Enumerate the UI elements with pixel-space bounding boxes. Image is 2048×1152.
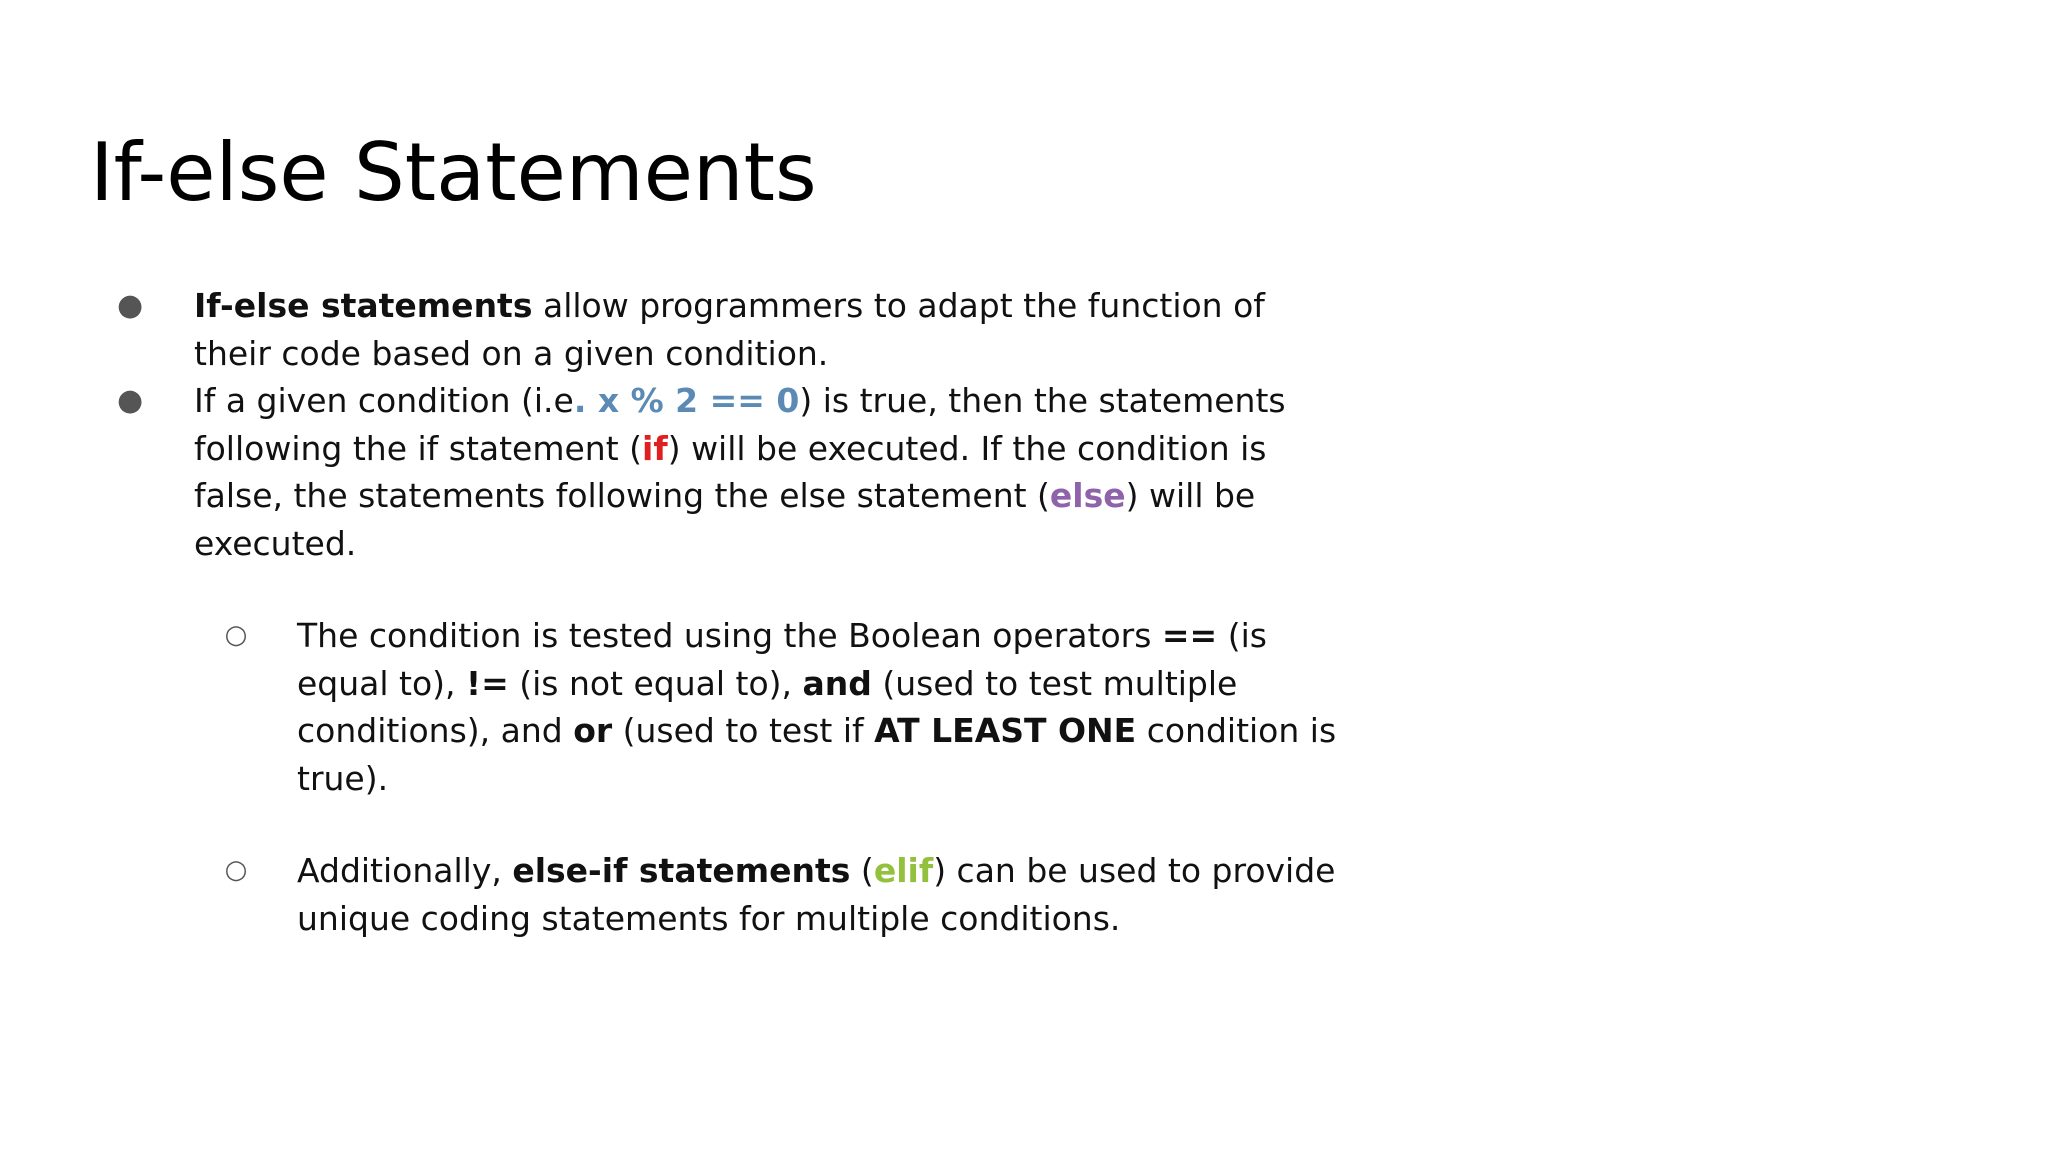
bullet-text: allow programmers to adapt the function of their code based on a given condition. <box>194 286 1265 373</box>
code-condition-example: . x % 2 == 0 <box>573 381 800 420</box>
bullet-item <box>0 282 1334 377</box>
sub-bullet-item <box>0 847 1347 942</box>
slide-title: If-else Statements <box>90 126 817 219</box>
sub-bullet-text: ) can be used to provide unique coding statements for multiple conditions. <box>297 851 1336 938</box>
bullet-marker: ● <box>117 288 144 323</box>
operator-and: and <box>802 663 872 703</box>
code-elif-keyword: elif <box>873 851 934 890</box>
bullet-item <box>0 377 1334 567</box>
bullet-text: ) will be executed. <box>194 476 1256 563</box>
sub-bullet-text: condition is true). <box>297 711 1337 798</box>
sub-bullet-text: The condition is tested using the Boolean operators <box>297 616 1162 655</box>
sub-bullet-item <box>0 612 1347 802</box>
code-else-keyword: else <box>1049 476 1126 515</box>
sub-bullet-text: (used to test if <box>612 711 875 750</box>
sub-bullet-text: (is not equal to), <box>508 663 803 703</box>
emphasis-at-least-one: AT LEAST ONE <box>874 711 1137 750</box>
spacer <box>0 567 1380 612</box>
sub-bullet-text: (is equal to), <box>297 616 1267 703</box>
bullet-text: ) is true, then the statements following the if statement ( <box>194 381 1286 468</box>
term-else-if-statements: else-if statements <box>512 851 851 890</box>
bullet-text: ) will be executed. If the condition is false, the statements following the else statement ( <box>194 428 1267 515</box>
bullet-marker: ● <box>117 383 144 418</box>
code-if-keyword: if <box>642 428 668 468</box>
sub-bullet-text: (used to test multiple conditions), and <box>297 663 1238 750</box>
sub-bullet-text: ( <box>850 851 874 890</box>
sub-bullet-text: Additionally, <box>297 851 513 890</box>
operator-equal: == <box>1161 616 1218 655</box>
bullet-text: If a given condition (i.e <box>194 381 574 420</box>
slide-body <box>0 282 1380 942</box>
sub-bullet-marker: ○ <box>224 855 248 885</box>
term-if-else-statements: If-else statements <box>194 286 533 325</box>
spacer <box>0 802 1380 847</box>
operator-not-equal: != <box>466 663 509 703</box>
sub-bullet-marker: ○ <box>224 620 248 650</box>
operator-or: or <box>573 711 613 750</box>
